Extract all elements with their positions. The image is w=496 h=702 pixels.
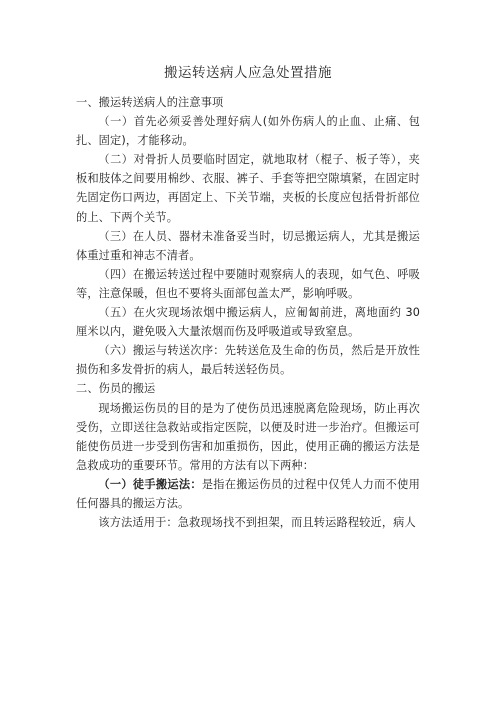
section-heading-transport: 二、伤员的搬运 [76,382,156,396]
method-1-label: （一）徒手搬运法： [98,477,202,491]
paragraph-method-1-usage: 该方法适用于：急救现场找不到担架，而且转运路程较近，病人 [98,516,416,530]
paragraph-item-6: （六）搬运与转送次序：先转送危及生命的伤员，然后是开放性损伤和多发骨折的病人，最后转送轻伤员。 [76,344,420,377]
document-body [76,93,420,532]
method-1-text: 是指在搬运伤员的过程中仅凭人力而不使用任何器具的搬运方法。 [76,477,420,510]
paragraph-item-5: （五）在火灾现场浓烟中搬运病人，应匍匐前进，离地面约 30 厘米以内，避免吸入大量浓烟而伤及呼吸道或导致窒息。 [76,306,420,339]
paragraph-method-1 [76,475,420,513]
paragraph-item-4: （四）在搬运转送过程中要随时观察病人的表现，如气色、呼吸等，注意保暖，但也不要将头面部包盖太严，影响呼吸。 [76,267,420,300]
document-title: 搬运转送病人应急处置措施 [164,65,332,81]
section-heading-precautions: 一、搬运转送病人的注意事项 [76,96,224,109]
paragraph-item-3: （三）在人员、器材未准备妥当时，切忌搬运病人，尤其是搬运体重过重和神志不清者。 [76,229,420,262]
paragraph-item-1: （一）首先必须妥善处理好病人(如外伤病人的止血、止痛、包扎、固定)，才能移动。 [76,115,420,148]
paragraph-item-2: （二）对骨折人员要临时固定，就地取材（棍子、板子等），夹板和肢体之间要用棉纱、衣服、裤子、手套等把空隙填紧，在固定时先固定伤口两边，再固定上、下关节端，夹板的长度应包括骨折部位的上、下两个关节。 [76,153,420,224]
paragraph-transport-intro: 现场搬运伤员的目的是为了使伤员迅速脱离危险现场，防止再次受伤，立即送往急救站或指定医院，以便及时进一步治疗。但搬运可能使伤员进一步受到伤害和加重损伤，因此，使用正确的搬运方法是急救成功的重要环节。常用的方法有以下两种： [76,401,420,472]
